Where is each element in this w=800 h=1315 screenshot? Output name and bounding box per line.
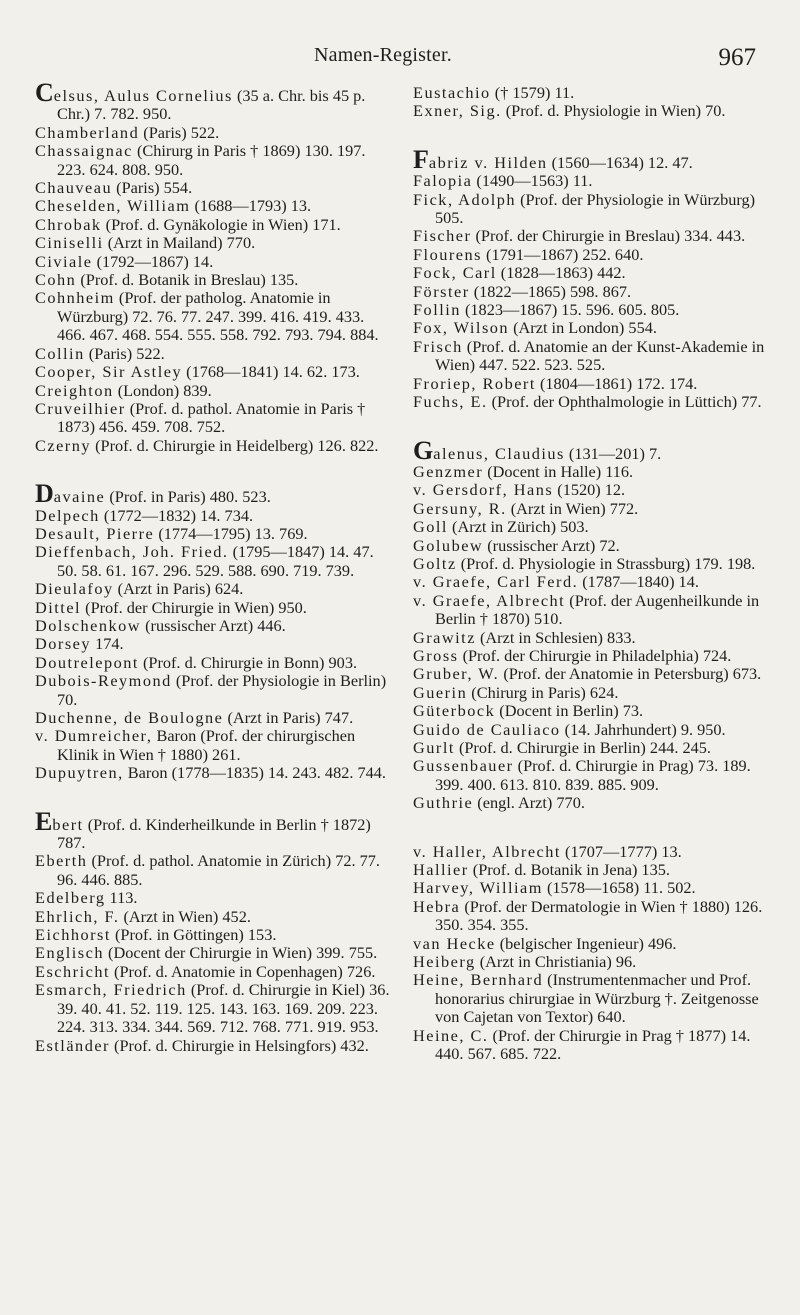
- register-entry: [413, 573, 773, 591]
- entry-name: Güterbock: [413, 701, 496, 721]
- entry-name: Exner, Sig.: [413, 101, 502, 121]
- register-entry: [35, 216, 392, 234]
- entry-name: abriz v. Hilden: [428, 152, 548, 172]
- entry-name: Esmarch, Friedrich: [35, 980, 187, 1000]
- entry-details: (Prof. in Göttingen) 153.: [110, 925, 277, 945]
- register-entry: [413, 246, 773, 264]
- left-column: [35, 78, 392, 1055]
- register-entry: [413, 518, 773, 536]
- entry-details: (Arzt in Paris) 747.: [223, 708, 354, 727]
- entry-name: Frisch: [413, 336, 463, 356]
- entry-name: Grawitz: [413, 627, 476, 647]
- entry-name: Fick, Adolph: [413, 189, 517, 209]
- entry-details: (Prof. der Chirurgie in Wien) 950.: [81, 597, 307, 617]
- entry-details: (Prof. der Chirurgie in Philadelphia) 724.: [458, 645, 732, 665]
- entry-name: Dupuytren,: [35, 763, 124, 783]
- entry-name: Chamberland: [35, 122, 140, 142]
- entry-details: (Prof. d. Chirurgie in Heidelberg) 126. 822.: [91, 435, 379, 455]
- register-entry: [35, 599, 392, 617]
- entry-name: Chauveau: [35, 178, 113, 198]
- entry-name: Ehrlich, F.: [35, 906, 120, 926]
- entry-name: v. Haller, Albrecht: [413, 841, 561, 861]
- entry-details: (Prof. der Physiologie in Berlin) 70.: [57, 671, 387, 709]
- register-entry: [35, 234, 392, 252]
- register-entry: [413, 665, 773, 683]
- section-initial: D: [35, 479, 54, 509]
- right-column: [413, 84, 773, 1064]
- register-entry: [413, 629, 773, 647]
- entry-details: (1795—1847) 14. 47. 50. 58. 61. 167. 296. 529. 588. 690. 719. 739.: [57, 542, 374, 580]
- entry-details: (131—201) 7.: [564, 443, 662, 463]
- register-entry: [35, 382, 392, 400]
- entry-name: Harvey, William: [413, 878, 543, 898]
- entry-details: Baron (1778—1835) 14. 243. 482. 744.: [123, 763, 386, 783]
- register-entry: [413, 301, 773, 319]
- register-entry: [35, 617, 392, 635]
- register-entry: [35, 363, 392, 381]
- entry-details: (1774—1795) 13. 769.: [154, 523, 308, 543]
- register-entry: [35, 479, 392, 509]
- section-gap: [35, 783, 392, 813]
- entry-name: Guerin: [413, 682, 468, 702]
- register-entry: [35, 635, 392, 653]
- entry-name: v. Graefe, Albrecht: [413, 590, 566, 610]
- register-entry: [35, 672, 392, 709]
- entry-details: (Prof. d. Anatomie in Copenhagen) 726.: [109, 961, 376, 981]
- register-entry: [413, 684, 773, 702]
- entry-details: (London) 839.: [113, 380, 212, 400]
- register-entry: [413, 283, 773, 301]
- entry-name: Heiberg: [413, 952, 476, 972]
- register-entry: [35, 345, 392, 363]
- register-entry: [35, 926, 392, 944]
- register-entry: [35, 437, 392, 455]
- entry-name: bert: [52, 814, 84, 834]
- entry-details: (1828—1863) 442.: [496, 263, 626, 283]
- register-entry: [413, 500, 773, 518]
- register-entry: [413, 592, 773, 629]
- entry-name: Cohnheim: [35, 288, 115, 308]
- running-title: Namen-Register.: [314, 44, 452, 66]
- entry-name: Dorsey: [35, 634, 92, 654]
- entry-details: (1578—1658) 11. 502.: [542, 878, 696, 898]
- entry-name: Creighton: [35, 380, 114, 400]
- register-entry: [413, 971, 773, 1026]
- entry-name: Eberth: [35, 851, 88, 871]
- register-entry: [413, 702, 773, 720]
- entry-details: (1772—1832) 14. 734.: [99, 505, 254, 525]
- entry-details: (1804—1861) 172. 174.: [535, 373, 698, 393]
- entry-details: (Prof. der Physiologie in Würzburg) 505.: [435, 189, 756, 228]
- entry-name: Eschricht: [35, 961, 110, 981]
- entry-name: Cruveilhier: [35, 398, 126, 418]
- register-entry: [413, 739, 773, 757]
- entry-name: Fock, Carl: [413, 263, 497, 283]
- entry-details: (Instrumentenmacher und Prof. honorarius chirurgiae in Würzburg †. Zeitgenosse von Cajetan von Textor) 640.: [435, 970, 759, 1027]
- entry-details: (Prof. d. Physiologie in Wien) 70.: [501, 101, 726, 121]
- entry-details: (Prof. der Chirurgie in Prag † 1877) 14. 440. 567. 685. 722.: [435, 1025, 751, 1064]
- entry-name: Fischer: [413, 226, 472, 246]
- entry-details: (russischer Arzt) 72.: [483, 535, 620, 555]
- entry-name: Genzmer: [413, 461, 484, 481]
- entry-details: (Docent in Halle) 116.: [483, 461, 634, 481]
- entry-name: Cooper, Sir Astley: [35, 362, 183, 382]
- register-entry: [35, 981, 392, 1036]
- entry-details: (Prof. der patholog. Anatomie in Würzburg) 72. 76. 77. 247. 399. 416. 419. 433. 466. 467. 468. 554. 555. 558. 792. 793. 794. 884.: [57, 288, 379, 345]
- entry-details: (35 a. Chr. bis 45 p. Chr.) 7. 782. 950.: [57, 86, 366, 124]
- entry-name: Follin: [413, 300, 461, 320]
- entry-name: Edelberg: [35, 888, 106, 908]
- entry-name: Eustachio: [413, 83, 491, 102]
- entry-details: (Arzt in Mailand) 770.: [103, 233, 256, 253]
- register-entry: [413, 393, 773, 411]
- entry-name: Gussenbauer: [413, 756, 514, 776]
- entry-details: (Prof. d. Chirurgie in Kiel) 36. 39. 40. 41. 52. 119. 125. 143. 163. 169. 209. 223. 224. 313. 334. 344. 569. 712. 768. 771. 919. 953.: [57, 980, 390, 1037]
- register-entry: [35, 507, 392, 525]
- entry-name: Dittel: [35, 597, 82, 617]
- entry-details: (1792—1867) 14.: [92, 251, 214, 271]
- entry-details: (Prof. d. pathol. Anatomie in Paris † 1873) 456. 459. 708. 752.: [57, 398, 366, 437]
- register-entry: [35, 654, 392, 672]
- register-entry: [413, 757, 773, 794]
- register-entry: [413, 1027, 773, 1064]
- entry-name: v. Dumreicher,: [35, 726, 153, 746]
- register-entry: [35, 78, 392, 124]
- entry-name: Englisch: [35, 943, 104, 963]
- section-gap: [413, 121, 773, 151]
- entry-details: (Arzt in London) 554.: [509, 318, 657, 338]
- entry-details: (Arzt in Schlesien) 833.: [475, 627, 636, 647]
- register-entry: [35, 709, 392, 727]
- entry-name: Chassaignac: [35, 141, 133, 161]
- entry-name: Civiale: [35, 251, 93, 271]
- register-entry: [413, 898, 773, 935]
- entry-name: Froriep, Robert: [413, 373, 536, 393]
- entry-details: (Prof. der Chirurgie in Breslau) 334. 443.: [471, 226, 746, 246]
- register-entry: [413, 647, 773, 665]
- page-header: [0, 44, 800, 74]
- entry-name: Goll: [413, 517, 448, 537]
- section-gap: [413, 412, 773, 442]
- register-entry: [413, 191, 773, 228]
- entry-details: (Prof. d. Botanik in Jena) 135.: [468, 860, 670, 880]
- entry-details: (Prof. der Augenheilkunde in Berlin † 1870) 510.: [435, 590, 760, 629]
- entry-name: Ciniselli: [35, 233, 104, 253]
- entry-details: (russischer Arzt) 446.: [141, 615, 286, 635]
- entry-name: Dubois-Reymond: [35, 671, 172, 691]
- entry-details: (Prof. d. Chirurgie in Berlin) 244. 245.: [454, 738, 711, 757]
- register-entry: [413, 319, 773, 337]
- entry-name: Flourens: [413, 244, 482, 264]
- entry-name: Fuchs, E.: [413, 392, 488, 412]
- entry-details: (Prof. d. Chirurgie in Bonn) 903.: [138, 652, 358, 672]
- entry-name: Dieulafoy: [35, 579, 114, 599]
- entry-details: (Chirurg in Paris) 624.: [467, 682, 619, 702]
- entry-name: Cheselden, William: [35, 196, 191, 216]
- entry-details: Baron (Prof. der chirurgischen Klinik in Wien † 1880) 261.: [57, 726, 356, 764]
- entry-name: Desault, Pierre: [35, 523, 155, 543]
- entry-name: Dieffenbach, Joh. Fried.: [35, 542, 229, 562]
- register-entry: [413, 375, 773, 393]
- entry-details: (Arzt in Zürich) 503.: [447, 517, 589, 537]
- entry-name: Delpech: [35, 505, 100, 525]
- register-entry: [35, 525, 392, 543]
- entry-name: Förster: [413, 281, 470, 301]
- entry-name: Czerny: [35, 435, 92, 455]
- entry-details: (Prof. d. Kinderheilkunde in Berlin † 1872) 787.: [57, 814, 371, 853]
- entry-details: (1520) 12.: [553, 480, 626, 500]
- entry-details: (1823—1867) 15. 596. 605. 805.: [460, 300, 680, 320]
- entry-name: Doutrelepont: [35, 652, 139, 672]
- entry-name: Gersuny, R.: [413, 498, 507, 518]
- entry-details: (Prof. d. Gynäkologie in Wien) 171.: [101, 214, 341, 234]
- register-entry: [35, 142, 392, 179]
- register-entry: [413, 879, 773, 897]
- register-entry: [35, 124, 392, 142]
- register-entry: [35, 908, 392, 926]
- entry-name: Hebra: [413, 896, 461, 916]
- register-entry: [413, 84, 773, 102]
- entry-details: (14. Jahrhundert) 9. 950.: [560, 719, 726, 739]
- section-initial: G: [413, 435, 434, 465]
- entry-details: (Prof. d. Chirurgie in Prag) 73. 189. 399. 400. 613. 810. 839. 885. 909.: [435, 756, 751, 794]
- entry-name: Gross: [413, 645, 459, 665]
- register-entry: [413, 481, 773, 499]
- entry-name: Eichhorst: [35, 925, 111, 945]
- register-entry: [35, 179, 392, 197]
- entry-details: (Chirurg in Paris † 1869) 130. 197. 223. 624. 808. 950.: [57, 141, 366, 179]
- entry-details: (1787—1840) 14.: [578, 572, 699, 592]
- entry-name: avaine: [53, 487, 106, 507]
- entry-details: (Docent der Chirurgie in Wien) 399. 755.: [103, 943, 378, 963]
- section-gap: [413, 813, 773, 843]
- entry-name: elsus, Aulus Cornelius: [53, 86, 233, 105]
- register-entry: [35, 963, 392, 981]
- entry-name: van Hecke: [413, 933, 496, 953]
- entry-name: Guido de Cauliaco: [413, 719, 561, 739]
- register-entry: [413, 227, 773, 245]
- entry-name: v. Graefe, Carl Ferd.: [413, 572, 579, 592]
- entry-name: Hallier: [413, 860, 469, 880]
- entry-details: (Arzt in Paris) 624.: [113, 579, 244, 599]
- entry-details: (Paris) 554.: [112, 178, 193, 198]
- entry-details: (1822—1865) 598. 867.: [469, 281, 632, 301]
- entry-details: (Arzt in Wien) 772.: [506, 498, 639, 518]
- entry-name: Chrobak: [35, 214, 102, 234]
- register-entry: [35, 764, 392, 782]
- register-entry: [35, 253, 392, 271]
- register-entry: [413, 555, 773, 573]
- register-entry: [413, 102, 773, 120]
- entry-details: (Paris) 522.: [139, 122, 220, 142]
- entry-name: Dolschenkow: [35, 615, 142, 635]
- entry-name: Estländer: [35, 1035, 110, 1055]
- entry-details: (Arzt in Christiania) 96.: [475, 952, 637, 972]
- entry-details: (Prof. in Paris) 480. 523.: [105, 487, 271, 507]
- register-entry: [35, 289, 392, 344]
- entry-details: (Prof. d. Anatomie an der Kunst-Akademie in Wien) 447. 522. 523. 525.: [435, 336, 765, 375]
- entry-details: (belgischer Ingenieur) 496.: [495, 933, 677, 953]
- register-entry: [35, 852, 392, 889]
- register-entry: [35, 889, 392, 907]
- entry-details: (Prof. der Anatomie in Petersburg) 673.: [499, 664, 762, 684]
- entry-details: (Prof. d. pathol. Anatomie in Zürich) 72. 77. 96. 446. 885.: [57, 851, 380, 889]
- entry-name: Fox, Wilson: [413, 318, 510, 338]
- register-entry: [35, 806, 392, 853]
- register-entry: [35, 271, 392, 289]
- entry-details: 113.: [105, 888, 138, 908]
- register-entry: [413, 144, 773, 174]
- register-entry: [35, 727, 392, 764]
- entry-details: (Docent in Berlin) 73.: [495, 701, 644, 721]
- register-entry: [413, 794, 773, 812]
- register-entry: [35, 944, 392, 962]
- entry-details: (Prof. d. Botanik in Breslau) 135.: [76, 270, 299, 290]
- entry-details: (Arzt in Wien) 452.: [119, 906, 251, 926]
- entry-name: alenus, Claudius: [433, 443, 565, 463]
- entry-name: Gruber, W.: [413, 664, 500, 684]
- register-entry: [413, 721, 773, 739]
- entry-name: Falopia: [413, 171, 473, 191]
- entry-details: (1490—1563) 11.: [472, 171, 593, 191]
- register-entry: [413, 843, 773, 861]
- register-entry: [413, 435, 773, 465]
- register-entry: [35, 400, 392, 437]
- entry-name: Gurlt: [413, 738, 455, 757]
- register-entry: [413, 935, 773, 953]
- entry-details: (Prof. der Dermatologie in Wien † 1880) 126. 350. 354. 355.: [435, 896, 763, 935]
- section-initial: E: [35, 806, 53, 836]
- register-entry: [35, 580, 392, 598]
- entry-details: (engl. Arzt) 770.: [473, 793, 585, 813]
- register-entry: [413, 338, 773, 375]
- entry-name: Cohn: [35, 270, 77, 290]
- entry-details: (1791—1867) 252. 640.: [481, 244, 644, 264]
- register-entry: [413, 953, 773, 971]
- entry-name: Guthrie: [413, 793, 474, 813]
- section-initial: F: [413, 144, 429, 174]
- entry-details: (1768—1841) 14. 62. 173.: [182, 362, 360, 382]
- entry-details: (Prof. d. Chirurgie in Helsingfors) 432.: [109, 1035, 369, 1055]
- entry-name: Heine, Bernhard: [413, 970, 544, 990]
- page-number: 967: [718, 44, 756, 71]
- section-initial: C: [35, 78, 54, 107]
- register-entry: [413, 264, 773, 282]
- entry-details: (Prof. d. Physiologie in Strassburg) 179. 198.: [456, 553, 756, 573]
- entry-details: (1688—1793) 13.: [190, 196, 312, 216]
- entry-name: Golubew: [413, 535, 484, 555]
- register-entry: [413, 463, 773, 481]
- entry-details: 174.: [91, 634, 124, 654]
- register-entry: [35, 197, 392, 215]
- register-entry: [413, 537, 773, 555]
- register-entry: [413, 861, 773, 879]
- entry-details: (Paris) 522.: [84, 343, 165, 363]
- entry-name: Duchenne, de Boulogne: [35, 708, 224, 727]
- register-entry: [413, 172, 773, 190]
- register-entry: [35, 543, 392, 580]
- entry-details: (1707—1777) 13.: [560, 841, 682, 861]
- register-entry: [35, 1037, 392, 1055]
- section-gap: [35, 455, 392, 485]
- entry-name: Collin: [35, 343, 85, 363]
- entry-details: (1560—1634) 12. 47.: [547, 152, 693, 172]
- entry-name: v. Gersdorf, Hans: [413, 480, 554, 500]
- entry-name: Goltz: [413, 553, 457, 573]
- entry-details: († 1579) 11.: [490, 83, 575, 102]
- entry-details: (Prof. der Ophthalmologie in Lüttich) 77.: [487, 392, 762, 412]
- entry-name: Heine, C.: [413, 1025, 489, 1045]
